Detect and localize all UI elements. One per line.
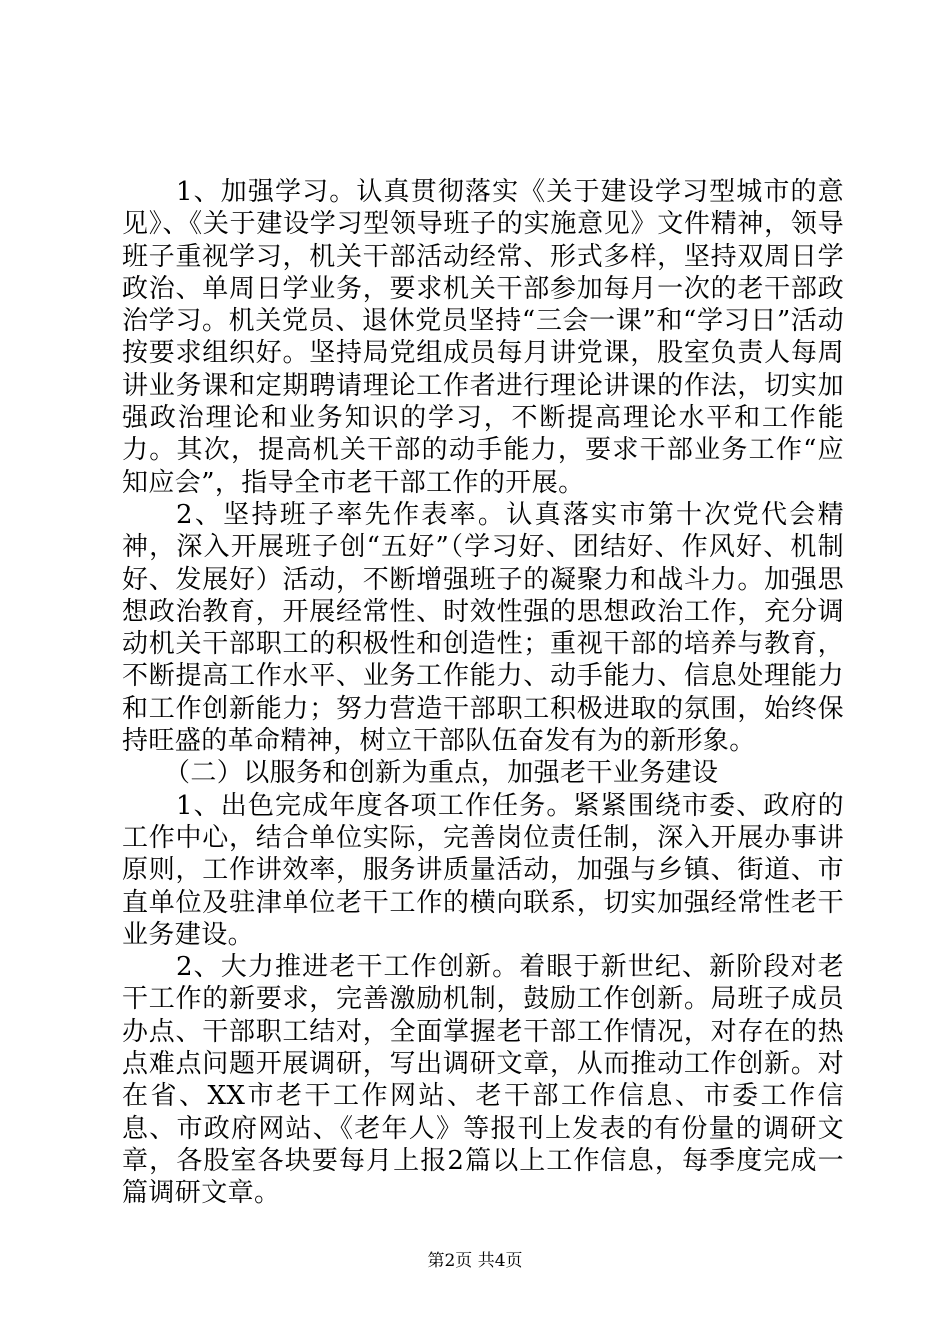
paragraph-leadership: 2、坚持班子率先作表率。认真落实市第十次党代会精神，深入开展班子创“五好”（学习好、团结好、作风好、机制好、发展好）活动，不断增强班子的凝聚力和战斗力。加强思想政治教育，开展经常性、时效性强的思想政治工作，充分调动机关干部职工的积极性和创造性；重视干部的培养与教育，不断提高工作水平、业务工作能力、动手能力、信息处理能力和工作创新能力；努力营造干部职工积极进取的氛围，始终保持旺盛的革命精神，树立干部队伍奋发有为的新形象。 xyxy=(122,499,844,757)
document-body xyxy=(122,176,844,1210)
paragraph-innovation: 2、大力推进老干工作创新。着眼于新世纪、新阶段对老干工作的新要求，完善激励机制，鼓励工作创新。局班子成员办点、干部职工结对，全面掌握老干部工作情况，对存在的热点难点问题开展调研，写出调研文章，从而推动工作创新。对在省、XX市老干工作网站、老干部工作信息、市委工作信息、市政府网站、《老年人》等报刊上发表的有份量的调研文章，各股室各块要每月上报2篇以上工作信息，每季度完成一篇调研文章。 xyxy=(122,952,844,1209)
page-number-footer: 第2页 共4页 xyxy=(427,1251,523,1271)
section-heading: （二）以服务和创新为重点，加强老干业务建设 xyxy=(164,758,719,789)
paragraph-tasks: 1、出色完成年度各项工作任务。紧紧围绕市委、政府的工作中心，结合单位实际，完善岗位责任制，深入开展办事讲原则，工作讲效率，服务讲质量活动，加强与乡镇、街道、市直单位及驻津单位老干工作的横向联系，切实加强经常性老干业务建设。 xyxy=(122,790,844,950)
paragraph-study: 1、加强学习。认真贯彻落实《关于建设学习型城市的意见》、《关于建设学习型领导班子的实施意见》文件精神，领导班子重视学习，机关干部活动经常、形式多样，坚持双周日学政治、单周日学业务，要求机关干部参加每月一次的老干部政治学习。机关党员、退休党员坚持“三会一课”和“学习日”活动按要求组织好。坚持局党组成员每月讲党课，股室负责人每周讲业务课和定期聘请理论工作者进行理论讲课的作法，切实加强政治理论和业务知识的学习，不断提高理论水平和工作能力。其次，提高机关干部的动手能力，要求干部业务工作“应知应会”，指导全市老干部工作的开展。 xyxy=(122,177,844,498)
